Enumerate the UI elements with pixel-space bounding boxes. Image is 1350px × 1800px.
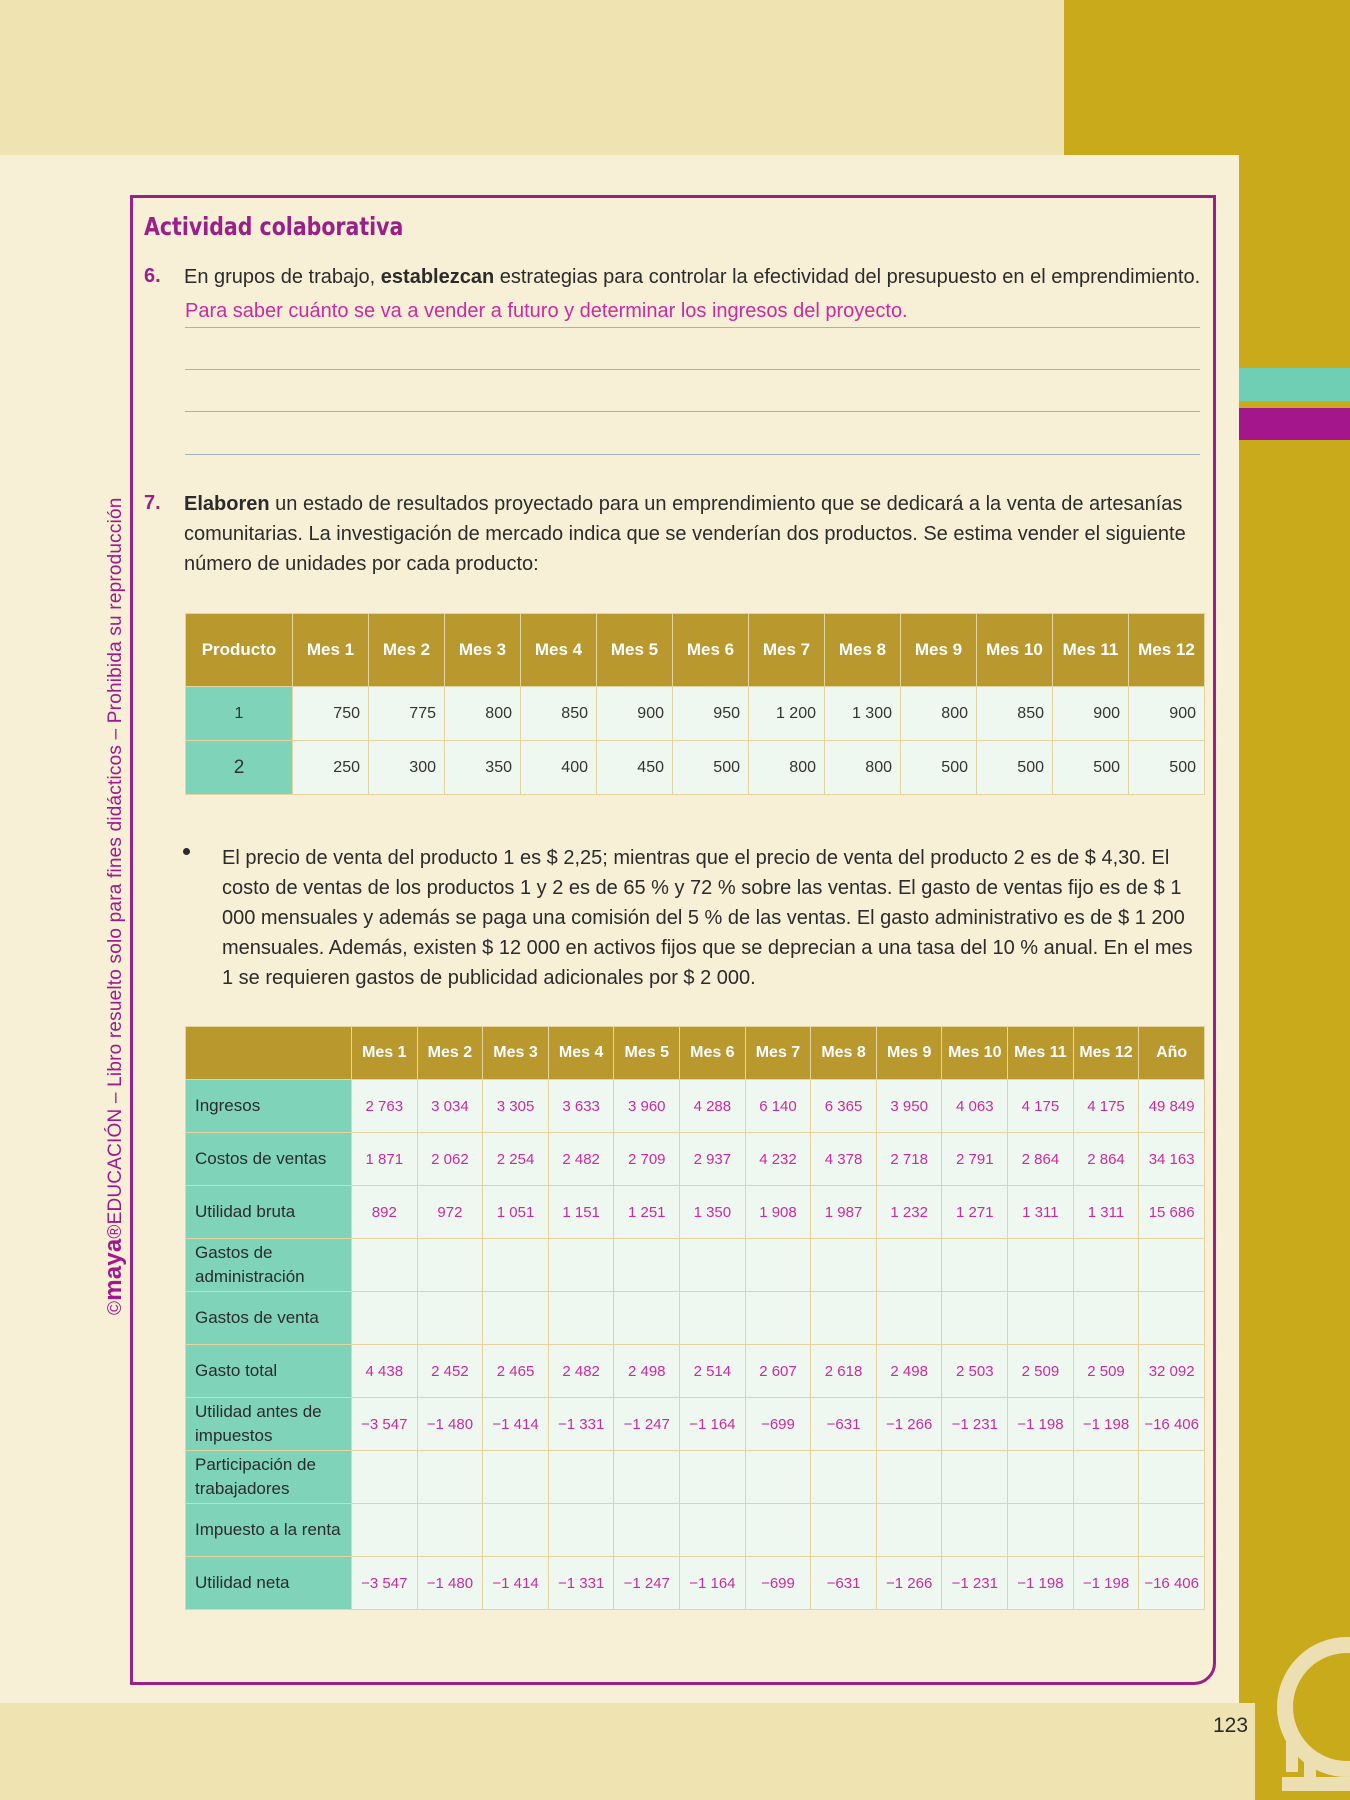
table-row (186, 1080, 1205, 1133)
result-value-cell (614, 1504, 680, 1557)
result-value-cell (876, 1292, 942, 1345)
result-value-cell: 2 465 (483, 1345, 549, 1398)
result-value-cell: −1 198 (1008, 1557, 1074, 1610)
copyright-symbol: © (105, 1300, 126, 1315)
units-value-cell: 950 (673, 687, 749, 741)
result-value-cell (352, 1239, 418, 1292)
copyright-text: EDUCACIÓN – Libro resuelto solo para fines didácticos – Prohibida su reproducción (105, 497, 126, 1225)
question-7-text (184, 489, 1209, 579)
result-value-cell: 2 864 (1008, 1133, 1074, 1186)
magenta-tab-marker (1239, 408, 1350, 440)
answer-line-2 (185, 369, 1200, 370)
result-value-cell: −1 266 (876, 1557, 942, 1610)
result-value-cell (1073, 1239, 1139, 1292)
table-row (186, 687, 1205, 741)
result-value-cell: −3 547 (352, 1557, 418, 1610)
result-value-cell: 32 092 (1139, 1345, 1205, 1398)
result-value-cell: 1 350 (680, 1186, 746, 1239)
result-value-cell: 3 633 (548, 1080, 614, 1133)
result-value-cell: 1 051 (483, 1186, 549, 1239)
result-value-cell (811, 1451, 877, 1504)
result-value-cell: −1 198 (1073, 1398, 1139, 1451)
result-value-cell: 2 709 (614, 1133, 680, 1186)
result-value-cell (745, 1239, 811, 1292)
result-value-cell (548, 1451, 614, 1504)
result-value-cell: 1 987 (811, 1186, 877, 1239)
results-header-cell: Mes 3 (483, 1027, 549, 1080)
result-value-cell: 3 305 (483, 1080, 549, 1133)
answer-line-4 (185, 454, 1200, 455)
income-statement-body (186, 1080, 1205, 1610)
row-label: Utilidad antes de impuestos (186, 1398, 352, 1451)
result-value-cell (680, 1239, 746, 1292)
product-cell: 2 (186, 741, 293, 795)
question-6-text-before: En grupos de trabajo, (184, 266, 381, 288)
result-value-cell: 6 365 (811, 1080, 877, 1133)
units-value-cell: 400 (521, 741, 597, 795)
result-value-cell: −1 164 (680, 1557, 746, 1610)
registered-symbol: ® (105, 1224, 126, 1239)
question-7-verb: Elaboren (184, 493, 270, 515)
result-value-cell (680, 1504, 746, 1557)
table-row (186, 1133, 1205, 1186)
result-value-cell: 49 849 (1139, 1080, 1205, 1133)
result-value-cell: −16 406 (1139, 1557, 1205, 1610)
row-label: Gastos de administración (186, 1239, 352, 1292)
result-value-cell: 1 311 (1008, 1186, 1074, 1239)
result-value-cell: −1 198 (1073, 1557, 1139, 1610)
units-header-cell: Mes 11 (1053, 614, 1129, 687)
units-header-cell: Mes 9 (901, 614, 977, 687)
result-value-cell: 2 718 (876, 1133, 942, 1186)
results-header-cell: Mes 11 (1008, 1027, 1074, 1080)
table-row (186, 1292, 1205, 1345)
result-value-cell (811, 1504, 877, 1557)
result-value-cell (1008, 1451, 1074, 1504)
result-value-cell (483, 1239, 549, 1292)
units-table-body (186, 687, 1205, 795)
result-value-cell: 34 163 (1139, 1133, 1205, 1186)
result-value-cell (1139, 1239, 1205, 1292)
result-value-cell: 1 232 (876, 1186, 942, 1239)
question-6-number: 6. (144, 265, 161, 287)
result-value-cell (942, 1239, 1008, 1292)
result-value-cell: 3 960 (614, 1080, 680, 1133)
result-value-cell: 892 (352, 1186, 418, 1239)
row-label: Gasto total (186, 1345, 352, 1398)
result-value-cell (1073, 1451, 1139, 1504)
units-header-cell: Producto (186, 614, 293, 687)
table-row (186, 1557, 1205, 1610)
result-value-cell (1008, 1504, 1074, 1557)
question-6-text-after: estrategias para controlar la efectividad del presupuesto en el emprendimiento. (494, 266, 1201, 288)
question-7-body: un estado de resultados proyectado para un emprendimiento que se dedicará a la venta de artesanías comunitarias. La investigación de mercado indica que se venderían dos productos. Se estima vender el siguiente número de unidades por cada producto: (184, 493, 1186, 575)
units-table (185, 613, 1205, 795)
units-header-cell: Mes 1 (293, 614, 369, 687)
result-value-cell: 4 438 (352, 1345, 418, 1398)
result-value-cell: 2 937 (680, 1133, 746, 1186)
result-value-cell: −1 480 (417, 1398, 483, 1451)
units-value-cell: 300 (369, 741, 445, 795)
units-value-cell: 850 (977, 687, 1053, 741)
result-value-cell (1139, 1504, 1205, 1557)
result-value-cell: 4 288 (680, 1080, 746, 1133)
units-value-cell: 1 200 (749, 687, 825, 741)
units-value-cell: 1 300 (825, 687, 901, 741)
result-value-cell (1008, 1292, 1074, 1345)
bottom-band (0, 1703, 1255, 1800)
result-value-cell: 1 271 (942, 1186, 1008, 1239)
result-value-cell (614, 1239, 680, 1292)
units-header-cell: Mes 8 (825, 614, 901, 687)
result-value-cell: 2 062 (417, 1133, 483, 1186)
result-value-cell: 2 618 (811, 1345, 877, 1398)
income-statement-table (185, 1026, 1205, 1610)
result-value-cell (680, 1451, 746, 1504)
result-value-cell (680, 1292, 746, 1345)
results-header-cell: Mes 5 (614, 1027, 680, 1080)
units-value-cell: 775 (369, 687, 445, 741)
row-label: Ingresos (186, 1080, 352, 1133)
units-value-cell: 800 (749, 741, 825, 795)
result-value-cell: 15 686 (1139, 1186, 1205, 1239)
result-value-cell: 4 232 (745, 1133, 811, 1186)
units-header-cell: Mes 12 (1129, 614, 1205, 687)
units-value-cell: 750 (293, 687, 369, 741)
units-header-cell: Mes 10 (977, 614, 1053, 687)
income-statement-header (186, 1027, 1205, 1080)
result-value-cell: 2 509 (1008, 1345, 1074, 1398)
result-value-cell: 2 498 (614, 1345, 680, 1398)
units-value-cell: 250 (293, 741, 369, 795)
result-value-cell (745, 1451, 811, 1504)
result-value-cell (614, 1451, 680, 1504)
units-value-cell: 850 (521, 687, 597, 741)
result-value-cell (417, 1504, 483, 1557)
units-header-cell: Mes 6 (673, 614, 749, 687)
table-row (186, 1398, 1205, 1451)
result-value-cell: −1 247 (614, 1557, 680, 1610)
result-value-cell (876, 1239, 942, 1292)
section-title: Actividad colaborativa (144, 212, 404, 241)
result-value-cell: −631 (811, 1398, 877, 1451)
result-value-cell (614, 1292, 680, 1345)
row-label: Gastos de venta (186, 1292, 352, 1345)
result-value-cell: 1 251 (614, 1186, 680, 1239)
result-value-cell (548, 1504, 614, 1557)
result-value-cell: 2 607 (745, 1345, 811, 1398)
result-value-cell: −1 414 (483, 1557, 549, 1610)
result-value-cell: 2 763 (352, 1080, 418, 1133)
result-value-cell: 1 151 (548, 1186, 614, 1239)
result-value-cell (483, 1451, 549, 1504)
result-value-cell (1139, 1451, 1205, 1504)
result-value-cell (942, 1292, 1008, 1345)
units-value-cell: 900 (597, 687, 673, 741)
units-value-cell: 450 (597, 741, 673, 795)
table-row (186, 741, 1205, 795)
table-row (186, 1451, 1205, 1504)
units-header-cell: Mes 5 (597, 614, 673, 687)
page-number: 123 (1213, 1714, 1249, 1737)
result-value-cell: 4 063 (942, 1080, 1008, 1133)
result-value-cell (352, 1292, 418, 1345)
copyright-sidebar (100, 497, 128, 1315)
results-header-cell: Mes 10 (942, 1027, 1008, 1080)
result-value-cell: −631 (811, 1557, 877, 1610)
result-value-cell: 2 791 (942, 1133, 1008, 1186)
results-header-blank (186, 1027, 352, 1080)
lightbulb-icon (1252, 1632, 1350, 1800)
table-row (186, 1345, 1205, 1398)
result-value-cell (1139, 1292, 1205, 1345)
results-header-cell: Mes 8 (811, 1027, 877, 1080)
result-value-cell (352, 1451, 418, 1504)
result-value-cell: −699 (745, 1398, 811, 1451)
result-value-cell: 2 503 (942, 1345, 1008, 1398)
result-value-cell: 2 864 (1073, 1133, 1139, 1186)
question-6-text (184, 262, 1214, 292)
results-header-cell: Mes 9 (876, 1027, 942, 1080)
units-value-cell: 500 (901, 741, 977, 795)
answer-line-1 (185, 327, 1200, 328)
result-value-cell (352, 1504, 418, 1557)
result-value-cell: 2 482 (548, 1345, 614, 1398)
result-value-cell: 2 482 (548, 1133, 614, 1186)
result-value-cell: −1 414 (483, 1398, 549, 1451)
units-value-cell: 800 (825, 741, 901, 795)
question-6-verb: establezcan (380, 266, 495, 288)
results-header-cell: Mes 1 (352, 1027, 418, 1080)
result-value-cell: −1 266 (876, 1398, 942, 1451)
result-value-cell (1073, 1504, 1139, 1557)
result-value-cell: 2 509 (1073, 1345, 1139, 1398)
result-value-cell (548, 1292, 614, 1345)
result-value-cell (942, 1451, 1008, 1504)
result-value-cell: 3 034 (417, 1080, 483, 1133)
result-value-cell (1008, 1239, 1074, 1292)
units-value-cell: 900 (1129, 687, 1205, 741)
result-value-cell (417, 1451, 483, 1504)
units-header-cell: Mes 3 (445, 614, 521, 687)
result-value-cell (483, 1504, 549, 1557)
result-value-cell (811, 1292, 877, 1345)
units-header-cell: Mes 7 (749, 614, 825, 687)
row-label: Utilidad neta (186, 1557, 352, 1610)
result-value-cell: 4 175 (1008, 1080, 1074, 1133)
result-value-cell (417, 1239, 483, 1292)
result-value-cell (745, 1504, 811, 1557)
result-value-cell: 2 254 (483, 1133, 549, 1186)
results-header-cell: Año (1139, 1027, 1205, 1080)
row-label: Costos de ventas (186, 1133, 352, 1186)
units-value-cell: 800 (901, 687, 977, 741)
result-value-cell: 3 950 (876, 1080, 942, 1133)
units-header-cell: Mes 4 (521, 614, 597, 687)
result-value-cell: 4 175 (1073, 1080, 1139, 1133)
result-value-cell: −1 331 (548, 1398, 614, 1451)
units-value-cell: 500 (1129, 741, 1205, 795)
question-6-answer: Para saber cuánto se va a vender a futuro y determinar los ingresos del proyecto. (185, 300, 908, 322)
answer-line-3 (185, 411, 1200, 412)
result-value-cell: 1 311 (1073, 1186, 1139, 1239)
result-value-cell: −1 231 (942, 1557, 1008, 1610)
units-value-cell: 350 (445, 741, 521, 795)
result-value-cell: 2 514 (680, 1345, 746, 1398)
result-value-cell: 6 140 (745, 1080, 811, 1133)
results-header-cell: Mes 7 (745, 1027, 811, 1080)
result-value-cell: −1 247 (614, 1398, 680, 1451)
row-label: Participación de trabajadores (186, 1451, 352, 1504)
result-value-cell: 2 498 (876, 1345, 942, 1398)
result-value-cell: 972 (417, 1186, 483, 1239)
pricing-info-text: El precio de venta del producto 1 es $ 2,25; mientras que el precio de venta del producto 2 es de $ 4,30. El costo de ventas de los productos 1 y 2 es de 65 % y 72 % sobre las ventas. El gasto de ventas fijo es de $ 1 000 mensuales y además se paga una comisión del 5 % de las ventas. El gasto administrativo es de $ 1 200 mensuales. Además, existen $ 12 000 en activos fijos que se deprecian a una tasa del 10 % anual. En el mes 1 se requieren gastos de publicidad adicionales por $ 2 000. (222, 847, 1193, 989)
result-value-cell (876, 1451, 942, 1504)
result-value-cell: 4 378 (811, 1133, 877, 1186)
result-value-cell (811, 1239, 877, 1292)
results-header-cell: Mes 2 (417, 1027, 483, 1080)
result-value-cell: 2 452 (417, 1345, 483, 1398)
units-value-cell: 900 (1053, 687, 1129, 741)
row-label: Utilidad bruta (186, 1186, 352, 1239)
units-value-cell: 800 (445, 687, 521, 741)
bullet-icon (183, 848, 190, 855)
question-7-number: 7. (144, 492, 161, 514)
result-value-cell: 1 871 (352, 1133, 418, 1186)
units-value-cell: 500 (1053, 741, 1129, 795)
result-value-cell (876, 1504, 942, 1557)
result-value-cell (483, 1292, 549, 1345)
table-row (186, 1504, 1205, 1557)
result-value-cell: −16 406 (1139, 1398, 1205, 1451)
result-value-cell: −1 231 (942, 1398, 1008, 1451)
result-value-cell: −1 198 (1008, 1398, 1074, 1451)
units-value-cell: 500 (977, 741, 1053, 795)
results-header-cell: Mes 6 (680, 1027, 746, 1080)
product-cell: 1 (186, 687, 293, 741)
units-header-cell: Mes 2 (369, 614, 445, 687)
result-value-cell (942, 1504, 1008, 1557)
result-value-cell (548, 1239, 614, 1292)
row-label: Impuesto a la renta (186, 1504, 352, 1557)
table-row (186, 1239, 1205, 1292)
table-row (186, 1186, 1205, 1239)
units-value-cell: 500 (673, 741, 749, 795)
result-value-cell: −3 547 (352, 1398, 418, 1451)
results-header-cell: Mes 12 (1073, 1027, 1139, 1080)
result-value-cell: −699 (745, 1557, 811, 1610)
result-value-cell (417, 1292, 483, 1345)
brand-logo: maya (100, 1238, 127, 1301)
result-value-cell (745, 1292, 811, 1345)
result-value-cell (1073, 1292, 1139, 1345)
result-value-cell: 1 908 (745, 1186, 811, 1239)
result-value-cell: −1 331 (548, 1557, 614, 1610)
teal-tab-marker (1239, 368, 1350, 401)
result-value-cell: −1 164 (680, 1398, 746, 1451)
results-header-cell: Mes 4 (548, 1027, 614, 1080)
result-value-cell: −1 480 (417, 1557, 483, 1610)
units-table-header (186, 614, 1205, 687)
